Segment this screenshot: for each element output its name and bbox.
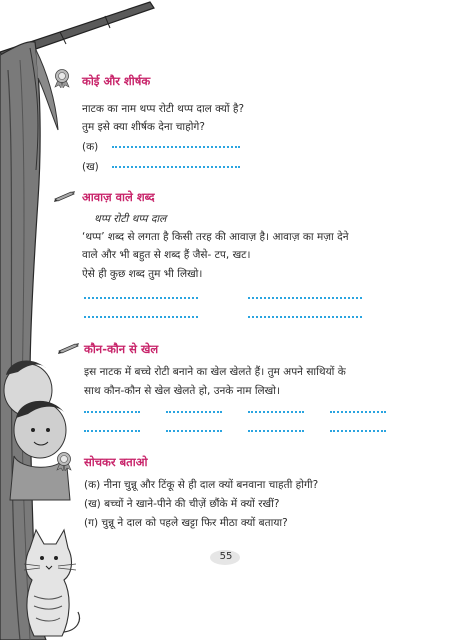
example-phrase: थप्प रोटी थप्प दाल	[94, 213, 167, 225]
section-heading-kaun-kaun-se-khel: कौन-कौन से खेल	[84, 342, 159, 356]
ribbon-badge-icon	[54, 451, 74, 471]
answer-blank[interactable]	[112, 166, 240, 168]
answer-blank[interactable]	[84, 411, 140, 413]
paragraph-line: वाले और भी बहुत से शब्द हैं जैसे- टप, खट।	[82, 249, 251, 261]
answer-blank[interactable]	[84, 430, 140, 432]
answer-blank[interactable]	[112, 146, 240, 148]
paragraph-line: इस नाटक में बच्चे रोटी बनाने का खेल खेलते हैं। तुम अपने साथियों के	[84, 366, 346, 378]
question-line: (ख) बच्चों ने खाने-पीने की चीज़ें छौंके में क्यों रखीं?	[84, 498, 280, 510]
paragraph-line: साथ कौन-कौन से खेल खेलते हो, उनके नाम लिखो।	[84, 385, 280, 397]
answer-blank[interactable]	[84, 297, 198, 299]
answer-blank[interactable]	[166, 430, 222, 432]
question-line: नाटक का नाम थप्प रोटी थप्प दाल क्यों है?	[82, 103, 245, 115]
answer-blank[interactable]	[248, 297, 362, 299]
paragraph-line: ‘थप्प’ शब्द से लगता है किसी तरह की आवाज़ है। आवाज़ का मज़ा देने	[82, 231, 349, 243]
answer-blank[interactable]	[248, 411, 304, 413]
section-heading-kohi-aur-shirshak: कोई और शीर्षक	[82, 74, 151, 88]
question-line: (क) नीना चुन्नू और टिंकू से ही दाल क्यों बनवाना चाहती होगी?	[84, 479, 319, 491]
paragraph-line: ऐसे ही कुछ शब्द तुम भी लिखो।	[82, 268, 203, 280]
answer-blank[interactable]	[166, 411, 222, 413]
cat-illustration	[24, 530, 79, 636]
pencil-icon	[54, 190, 76, 202]
section-heading-awaz-wale-shabd: आवाज़ वाले शब्द	[82, 190, 155, 204]
answer-blank[interactable]	[330, 430, 386, 432]
answer-blank[interactable]	[84, 316, 198, 318]
children-illustration	[4, 361, 70, 500]
question-line: तुम इसे क्या शीर्षक देना चाहोगे?	[82, 121, 205, 133]
option-label: (ख)	[82, 161, 99, 173]
section-heading-sochkar-batao: सोचकर बताओ	[84, 455, 148, 469]
question-line: (ग) चुन्नू ने दाल को पहले खट्टा फिर मीठा क्यों बताया?	[84, 517, 288, 529]
answer-blank[interactable]	[248, 316, 362, 318]
option-label: (क)	[82, 141, 99, 153]
page-number: 55	[219, 551, 233, 562]
answer-blank[interactable]	[330, 411, 386, 413]
answer-blank[interactable]	[248, 430, 304, 432]
ribbon-badge-icon	[52, 68, 72, 88]
pencil-icon	[58, 342, 80, 354]
